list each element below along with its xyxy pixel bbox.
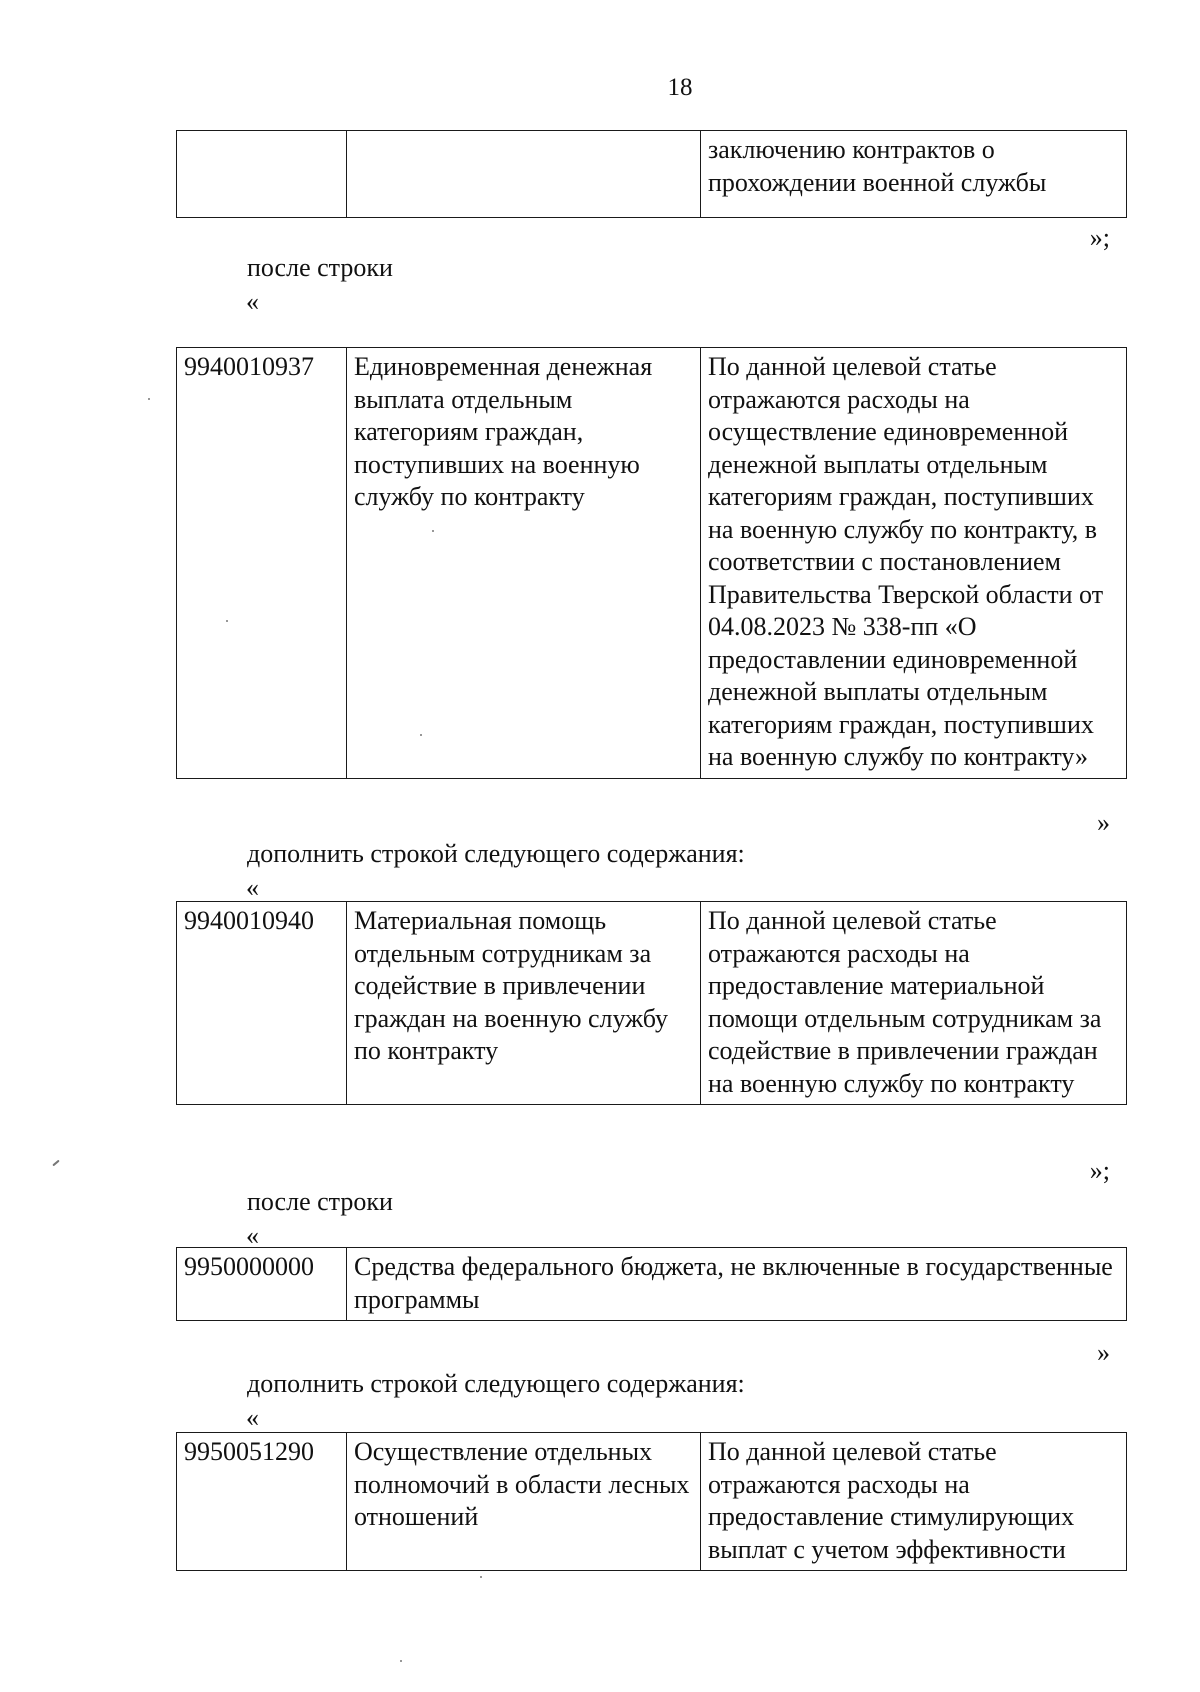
name-text: Единовременная денежная выплата отдельным категориям граждан, поступивших на военную службу по контракту	[354, 352, 653, 511]
scan-speck	[226, 620, 228, 622]
instruction-add-row: дополнить строкой следующего содержания:	[247, 1369, 745, 1398]
scan-speck	[420, 734, 422, 736]
instruction-after-row: после строки	[247, 1187, 393, 1216]
table-row	[177, 902, 1127, 1105]
name-text: Материальная помощь отдельным сотрудникам за содействие в привлечении граждан на военную службу по контракту	[354, 906, 669, 1065]
opening-quote: «	[246, 873, 259, 902]
opening-quote: «	[246, 1221, 259, 1250]
table-row	[177, 348, 1127, 779]
description-text: По данной целевой статье отражаются расходы на предоставление стимулирующих выплат с учетом эффективности	[708, 1437, 1075, 1564]
description-cell	[701, 1433, 1127, 1571]
code-cell	[177, 131, 347, 218]
description-text: заключению контрактов о прохождении военной службы	[708, 135, 1047, 197]
name-text: Осуществление отдельных полномочий в области лесных отношений	[354, 1437, 690, 1531]
description-cell	[701, 902, 1127, 1105]
code-cell	[177, 902, 347, 1105]
description-cell	[701, 348, 1127, 779]
description-text: По данной целевой статье отражаются расходы на осуществление единовременной денежной выплаты отдельным категориям граждан, поступивших на военную службу по контракту, в соответствии с постановлением Правительства Тверской области от 04.08.2023 № 338-пп «О предоставлении единовременной денежной выплаты отдельным категориям граждан, поступивших на военную службу по контракту»	[708, 352, 1104, 771]
code-text: 9940010937	[184, 352, 314, 381]
scan-speck	[148, 398, 150, 400]
name-cell	[347, 1433, 701, 1571]
closing-quote: »	[1097, 1338, 1110, 1367]
table-fragment-military-service	[176, 130, 1127, 218]
description-text: По данной целевой статье отражаются расходы на предоставление материальной помощи отдельным сотрудникам за содействие в привлечении граждан на военную службу по контракту	[708, 906, 1102, 1098]
table-row-9950000000	[176, 1247, 1127, 1321]
code-cell	[177, 1433, 347, 1571]
scan-speck	[400, 1660, 402, 1662]
instruction-add-row: дополнить строкой следующего содержания:	[247, 839, 745, 868]
description-cell	[701, 131, 1127, 218]
closing-quote: »;	[1089, 223, 1110, 252]
name-cell	[347, 348, 701, 779]
code-cell	[177, 348, 347, 779]
opening-quote: «	[246, 287, 259, 316]
table-row-9940010937	[176, 347, 1127, 779]
opening-quote: «	[246, 1403, 259, 1432]
code-text: 9940010940	[184, 906, 314, 935]
closing-quote: »	[1097, 808, 1110, 837]
table-row-9940010940	[176, 901, 1127, 1105]
scan-speck	[432, 530, 434, 532]
code-text: 9950051290	[184, 1437, 314, 1466]
name-cell	[347, 131, 701, 218]
scan-speck	[52, 1160, 59, 1167]
name-cell	[347, 1248, 1127, 1321]
scan-speck	[480, 1576, 482, 1578]
table-row	[177, 1248, 1127, 1321]
name-text: Средства федерального бюджета, не включенные в государственные программы	[354, 1252, 1113, 1314]
table-row	[177, 1433, 1127, 1571]
page-number: 18	[667, 74, 693, 101]
instruction-after-row: после строки	[247, 253, 393, 282]
code-cell	[177, 1248, 347, 1321]
closing-quote: »;	[1089, 1156, 1110, 1185]
table-row	[177, 131, 1127, 218]
table-row-9950051290	[176, 1432, 1127, 1571]
name-cell	[347, 902, 701, 1105]
code-text: 9950000000	[184, 1252, 314, 1281]
